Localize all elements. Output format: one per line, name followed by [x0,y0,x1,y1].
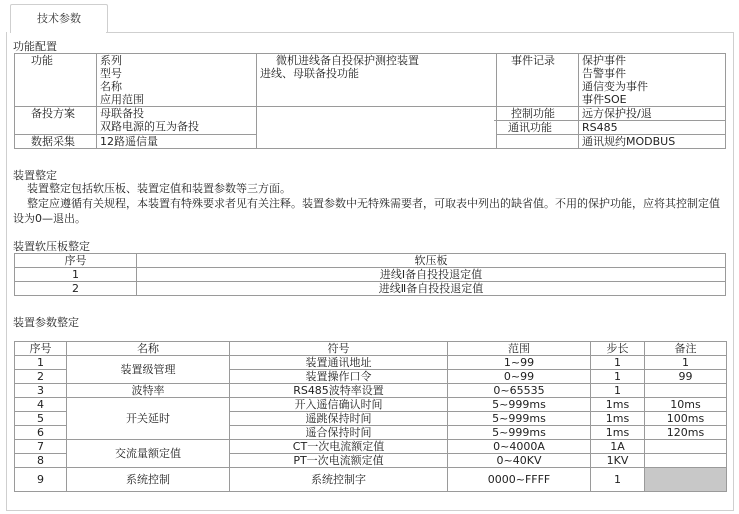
backup-label: 备投方案 [15,107,97,135]
column-header: 范围 [448,342,591,356]
param-step: 1ms [591,398,645,412]
event-values-cell [579,54,726,107]
column-header: 备注 [645,342,727,356]
param-step: 1ms [591,426,645,440]
soft-no: 2 [15,282,137,296]
param-range: 5~999ms [448,398,591,412]
param-group-name: 波特率 [67,384,230,398]
tab-tech-params[interactable]: 技术参数 [10,4,108,33]
param-note: 10ms [645,398,727,412]
sys-value: 微机进线备自投保护测控装置 [276,54,419,67]
data-value: 12路遥信量 [97,135,257,149]
param-step: 1 [591,370,645,384]
table-header-row [15,254,726,268]
param-no: 6 [15,426,67,440]
param-setting-table [14,341,727,492]
setting-line: 整定应遵循有关规程，本装置有特殊要求者见有关注释。装置参数中无特殊需要者，可取表中列出的缺省值。不用的保护功能，应将其控制定值设为0—退出。 [13,197,720,225]
device-setting-heading: 装置整定 [13,169,57,182]
param-range: 5~999ms [448,412,591,426]
param-step: 1 [591,468,645,492]
param-no: 7 [15,440,67,454]
param-symbol: CT一次电流额定值 [230,440,448,454]
param-note [645,454,727,468]
sys-label: 名称 [100,80,122,93]
system-values-cell [257,54,497,107]
soft-name: 进线Ⅱ备自投投退定值 [137,282,726,296]
column-header: 序号 [15,254,137,268]
sys-label: 应用范围 [100,93,144,106]
soft-plate-heading: 装置软压板整定 [13,240,90,253]
param-note [645,440,727,454]
control-value: 远方保护投/退 [582,107,652,120]
table-row [15,268,726,282]
sys-label: 系列 [100,54,122,67]
param-symbol: RS485波特率设置 [230,384,448,398]
param-no: 9 [15,468,67,492]
event-value: 告警事件 [582,67,626,80]
param-no: 4 [15,398,67,412]
system-labels-cell [97,54,257,107]
tab-strip [0,0,739,34]
param-note [645,384,727,398]
soft-no: 1 [15,268,137,282]
empty-cell [257,107,497,149]
comm-value: RS485 [579,120,725,134]
table-row [15,54,726,107]
param-no: 3 [15,384,67,398]
control-comm-values-cell [579,107,726,135]
column-header: 软压板 [137,254,726,268]
param-step: 1KV [591,454,645,468]
function-config-table [14,53,726,149]
event-label: 事件记录 [497,54,579,107]
func-col-label: 功能 [15,54,97,107]
param-symbol: 装置通讯地址 [230,356,448,370]
table-row [15,384,727,398]
param-no: 8 [15,454,67,468]
setting-line: 装置整定包括软压板、装置定值和装置参数等三方面。 [27,182,291,195]
param-symbol: 装置操作口令 [230,370,448,384]
param-group-name: 装置级管理 [67,356,230,384]
param-symbol: 开入遥信确认时间 [230,398,448,412]
comm-label: 通讯功能 [494,120,578,134]
sys-value: 进线、母联备投功能 [260,67,359,80]
column-header: 名称 [67,342,230,356]
control-comm-label-cell [497,107,579,135]
param-step: 1ms [591,412,645,426]
param-step: 1 [591,384,645,398]
param-setting-heading: 装置参数整定 [13,316,79,329]
table-row [15,107,726,135]
table-row [15,468,727,492]
param-no: 1 [15,356,67,370]
control-label: 控制功能 [511,107,555,120]
event-value: 事件SOE [582,93,627,106]
param-range: 5~999ms [448,426,591,440]
table-row [15,398,727,412]
soft-plate-table [14,253,726,296]
backup-values-cell [97,107,257,135]
param-range: 1~99 [448,356,591,370]
table-row [15,440,727,454]
param-no: 2 [15,370,67,384]
param-symbol: 系统控制字 [230,468,448,492]
param-range: 0000~FFFF [448,468,591,492]
empty-cell [497,135,579,149]
table-row [15,356,727,370]
table-header-row [15,342,727,356]
event-value: 通信变为事件 [582,80,648,93]
column-header: 序号 [15,342,67,356]
column-header: 步长 [591,342,645,356]
event-value: 保护事件 [582,54,626,67]
param-range: 0~40KV [448,454,591,468]
param-symbol: 遥跳保持时间 [230,412,448,426]
backup-value: 双路电源的互为备投 [100,120,199,133]
param-note: 100ms [645,412,727,426]
param-group-name: 开关延时 [67,398,230,440]
param-note: 1 [645,356,727,370]
device-setting-text [13,181,728,226]
param-symbol: PT一次电流额定值 [230,454,448,468]
param-range: 0~65535 [448,384,591,398]
param-no: 5 [15,412,67,426]
param-group-name: 交流量额定值 [67,440,230,468]
backup-value: 母联备投 [100,107,144,120]
param-group-name: 系统控制 [67,468,230,492]
param-note: 120ms [645,426,727,440]
param-note: 99 [645,370,727,384]
param-range: 0~4000A [448,440,591,454]
param-step: 1 [591,356,645,370]
sys-label: 型号 [100,67,122,80]
table-row [15,282,726,296]
soft-name: 进线Ⅰ备自投投退定值 [137,268,726,282]
param-step: 1A [591,440,645,454]
param-range: 0~99 [448,370,591,384]
param-note [645,468,727,492]
param-symbol: 遥合保持时间 [230,426,448,440]
column-header: 符号 [230,342,448,356]
function-config-heading: 功能配置 [13,40,57,53]
data-label: 数据采集 [15,135,97,149]
comm-value: 通讯规约MODBUS [579,135,726,149]
